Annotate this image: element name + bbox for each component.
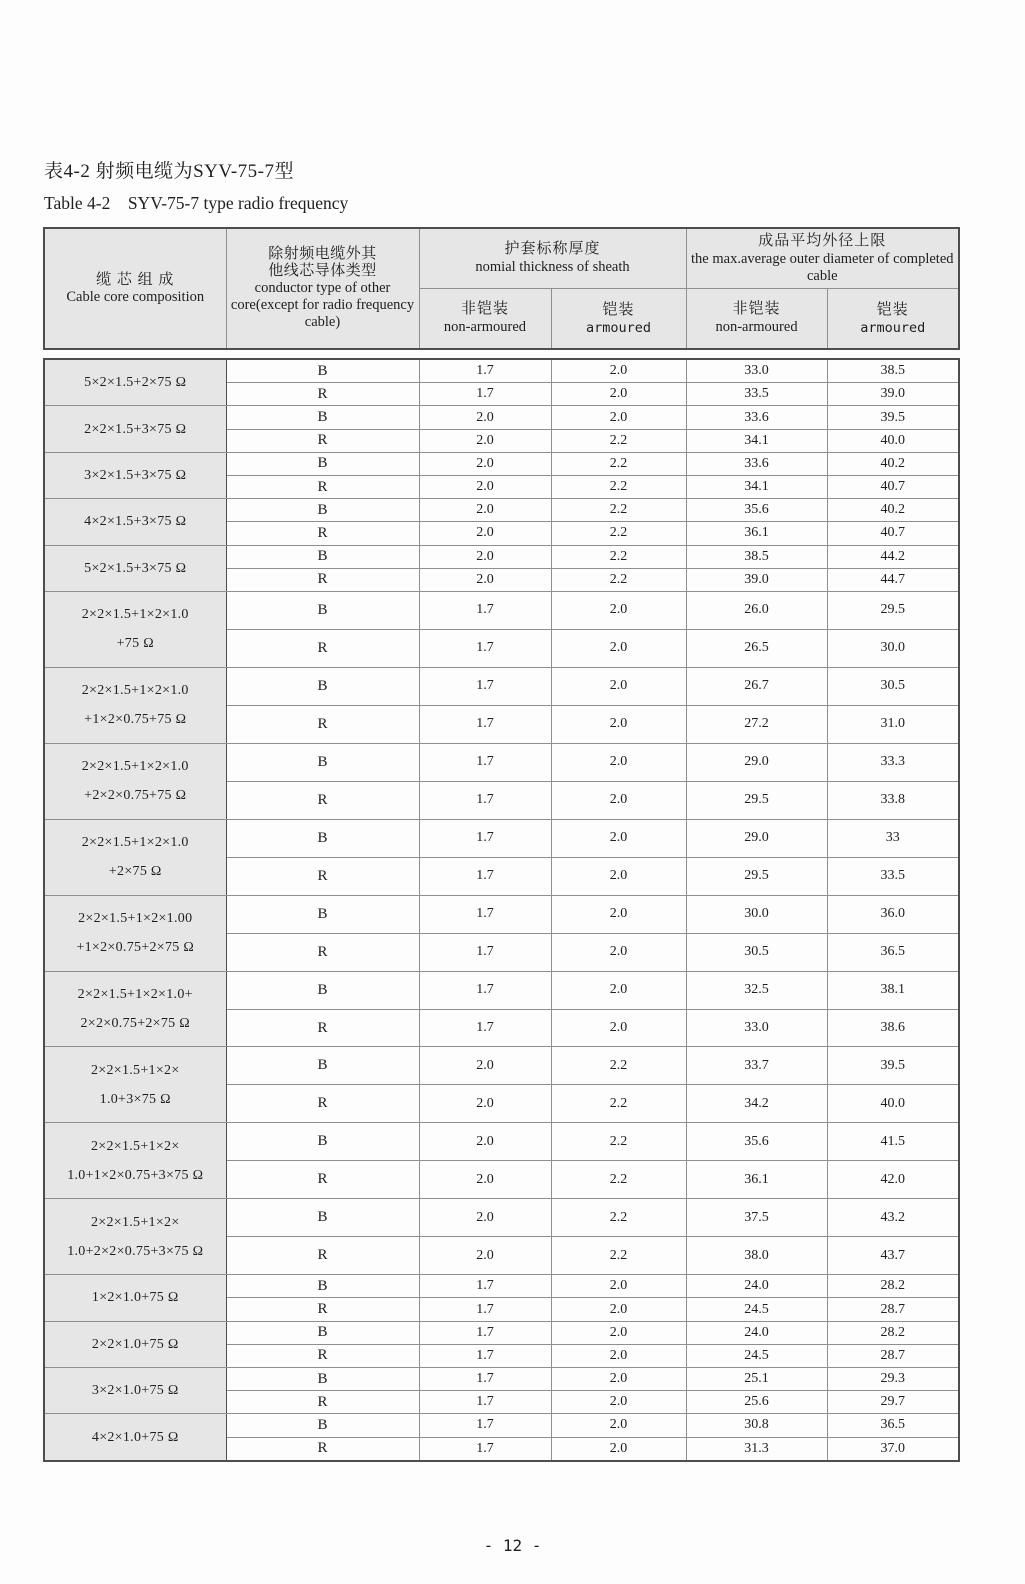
- diameter-non-armoured-cell: 33.6: [686, 406, 827, 429]
- diameter-armoured-cell: 29.5: [827, 591, 959, 629]
- header-sheath-armoured: [551, 288, 686, 349]
- cable-composition-cell: [44, 1414, 226, 1461]
- diameter-armoured-cell: 43.7: [827, 1237, 959, 1275]
- sheath-armoured-cell: 2.2: [551, 1123, 686, 1161]
- sheath-armoured-cell: 2.0: [551, 1275, 686, 1298]
- table-row: [44, 1123, 959, 1161]
- diameter-non-armoured-cell: 38.5: [686, 545, 827, 568]
- sheath-non-armoured-cell: 1.7: [419, 629, 551, 667]
- diameter-non-armoured-cell: 33.7: [686, 1047, 827, 1085]
- conductor-type-cell: R: [226, 1009, 419, 1047]
- sheath-armoured-cell: 2.0: [551, 781, 686, 819]
- sheath-non-armoured-cell: 2.0: [419, 545, 551, 568]
- sheath-armoured-cell: 2.2: [551, 545, 686, 568]
- cable-composition-cell: [44, 1321, 226, 1367]
- cable-composition-cell: [44, 743, 226, 819]
- sheath-armoured-cell: 2.2: [551, 476, 686, 499]
- sheath-non-armoured-cell: 1.7: [419, 383, 551, 406]
- conductor-type-cell: R: [226, 476, 419, 499]
- diameter-armoured-cell: 36.0: [827, 895, 959, 933]
- cable-composition-cell: [44, 1275, 226, 1321]
- diameter-non-armoured-cell: 27.2: [686, 705, 827, 743]
- diameter-non-armoured-cell: 32.5: [686, 971, 827, 1009]
- diameter-armoured-cell: 39.0: [827, 383, 959, 406]
- diameter-armoured-cell: 28.2: [827, 1275, 959, 1298]
- diameter-armoured-cell: 36.5: [827, 1414, 959, 1437]
- sheath-armoured-cell: 2.2: [551, 499, 686, 522]
- sheath-non-armoured-cell: 1.7: [419, 781, 551, 819]
- table-body-rows: [44, 359, 959, 1461]
- sheath-non-armoured-cell: 1.7: [419, 895, 551, 933]
- subheader-non-armoured-zh: 非铠装: [732, 301, 781, 318]
- header-diameter-en: the max.average outer diameter of completed cable: [691, 250, 954, 284]
- subheader-non-armoured-en: non-armoured: [443, 319, 527, 336]
- header-diameter-non-armoured: [686, 288, 827, 349]
- diameter-armoured-cell: 28.7: [827, 1298, 959, 1321]
- header-sheath-zh: 护套标称厚度: [504, 241, 601, 258]
- sheath-non-armoured-cell: 1.7: [419, 359, 551, 383]
- sheath-armoured-cell: 2.0: [551, 819, 686, 857]
- sheath-armoured-cell: 2.0: [551, 1298, 686, 1321]
- cable-composition-line: 1.0+1×2×0.75+3×75 Ω: [67, 1167, 204, 1183]
- table-row: [44, 971, 959, 1009]
- cable-composition-line: +1×2×0.75+2×75 Ω: [76, 940, 195, 956]
- sheath-non-armoured-cell: 1.7: [419, 743, 551, 781]
- sheath-non-armoured-cell: 2.0: [419, 476, 551, 499]
- sheath-non-armoured-cell: 2.0: [419, 1237, 551, 1275]
- sheath-armoured-cell: 2.2: [551, 1161, 686, 1199]
- cable-composition-line: +2×2×0.75+75 Ω: [84, 788, 187, 804]
- cable-composition-cell: [44, 406, 226, 452]
- table-title-chinese: 表4-2 射频电缆为SYV-75-7型: [44, 161, 294, 182]
- cable-composition-line: 3×2×1.0+75 Ω: [91, 1383, 179, 1399]
- conductor-type-cell: R: [226, 705, 419, 743]
- diameter-non-armoured-cell: 36.1: [686, 522, 827, 545]
- sheath-armoured-cell: 2.2: [551, 1199, 686, 1237]
- cable-composition-line: 2×2×1.5+1×2×1.0+: [77, 987, 193, 1003]
- table-row: [44, 1414, 959, 1437]
- diameter-armoured-cell: 37.0: [827, 1437, 959, 1461]
- sheath-armoured-cell: 2.0: [551, 629, 686, 667]
- diameter-armoured-cell: 39.5: [827, 1047, 959, 1085]
- diameter-armoured-cell: 28.2: [827, 1321, 959, 1344]
- cable-composition-line: 2×2×1.5+1×2×1.00: [78, 911, 193, 927]
- conductor-type-cell: B: [226, 895, 419, 933]
- conductor-type-cell: R: [226, 568, 419, 591]
- sheath-non-armoured-cell: 2.0: [419, 1161, 551, 1199]
- cable-composition-line: +75 Ω: [116, 636, 154, 652]
- table-row: [44, 667, 959, 705]
- sheath-non-armoured-cell: 1.7: [419, 857, 551, 895]
- conductor-type-cell: R: [226, 1344, 419, 1367]
- cable-composition-cell: [44, 895, 226, 971]
- conductor-type-cell: B: [226, 406, 419, 429]
- diameter-non-armoured-cell: 25.1: [686, 1367, 827, 1390]
- conductor-type-cell: R: [226, 1391, 419, 1414]
- diameter-armoured-cell: 33.3: [827, 743, 959, 781]
- subheader-armoured-en: armoured: [860, 319, 926, 336]
- cable-composition-cell: [44, 1367, 226, 1413]
- sheath-armoured-cell: 2.2: [551, 1085, 686, 1123]
- header-cable-core-composition: [44, 228, 226, 349]
- diameter-non-armoured-cell: 24.0: [686, 1275, 827, 1298]
- table-row: [44, 895, 959, 933]
- cable-composition-line: 2×2×1.5+1×2×: [90, 1214, 180, 1230]
- conductor-type-cell: B: [226, 667, 419, 705]
- table-row: [44, 1275, 959, 1298]
- sheath-non-armoured-cell: 1.7: [419, 667, 551, 705]
- diameter-armoured-cell: 40.0: [827, 429, 959, 452]
- diameter-armoured-cell: 40.2: [827, 499, 959, 522]
- sheath-non-armoured-cell: 2.0: [419, 499, 551, 522]
- cable-composition-line: +2×75 Ω: [108, 864, 162, 880]
- sheath-non-armoured-cell: 2.0: [419, 522, 551, 545]
- sheath-armoured-cell: 2.0: [551, 667, 686, 705]
- table-row: [44, 359, 959, 383]
- diameter-armoured-cell: 33.8: [827, 781, 959, 819]
- header-diameter-armoured: [827, 288, 959, 349]
- diameter-non-armoured-cell: 36.1: [686, 1161, 827, 1199]
- conductor-type-cell: R: [226, 1161, 419, 1199]
- cable-composition-line: +1×2×0.75+75 Ω: [84, 712, 187, 728]
- sheath-armoured-cell: 2.0: [551, 971, 686, 1009]
- diameter-non-armoured-cell: 26.0: [686, 591, 827, 629]
- diameter-armoured-cell: 28.7: [827, 1344, 959, 1367]
- sheath-non-armoured-cell: 1.7: [419, 1367, 551, 1390]
- conductor-type-cell: B: [226, 743, 419, 781]
- conductor-type-cell: R: [226, 781, 419, 819]
- diameter-armoured-cell: 38.6: [827, 1009, 959, 1047]
- cable-composition-line: 2×2×1.5+1×2×1.0: [81, 607, 189, 623]
- header-composition-en: Cable core composition: [66, 289, 205, 306]
- diameter-non-armoured-cell: 24.5: [686, 1344, 827, 1367]
- header-sheath-thickness-group: [419, 228, 686, 288]
- conductor-type-cell: B: [226, 1321, 419, 1344]
- diameter-non-armoured-cell: 30.5: [686, 933, 827, 971]
- table-row: [44, 1199, 959, 1237]
- header-conductor-en: conductor type of other core(except for radio frequency cable): [230, 280, 415, 331]
- cable-composition-cell: [44, 971, 226, 1047]
- diameter-armoured-cell: 40.7: [827, 476, 959, 499]
- sheath-armoured-cell: 2.0: [551, 1367, 686, 1390]
- sheath-non-armoured-cell: 2.0: [419, 429, 551, 452]
- conductor-type-cell: B: [226, 971, 419, 1009]
- cable-composition-line: 2×2×1.5+1×2×: [90, 1062, 180, 1078]
- diameter-armoured-cell: 33.5: [827, 857, 959, 895]
- diameter-non-armoured-cell: 33.0: [686, 359, 827, 383]
- table-row: [44, 452, 959, 475]
- conductor-type-cell: B: [226, 1414, 419, 1437]
- sheath-armoured-cell: 2.0: [551, 857, 686, 895]
- conductor-type-cell: R: [226, 1298, 419, 1321]
- diameter-armoured-cell: 38.1: [827, 971, 959, 1009]
- header-outer-diameter-group: [686, 228, 959, 288]
- diameter-non-armoured-cell: 33.0: [686, 1009, 827, 1047]
- cable-composition-line: 5×2×1.5+2×75 Ω: [84, 375, 187, 391]
- sheath-armoured-cell: 2.2: [551, 568, 686, 591]
- sheath-armoured-cell: 2.0: [551, 383, 686, 406]
- diameter-armoured-cell: 36.5: [827, 933, 959, 971]
- conductor-type-cell: B: [226, 1367, 419, 1390]
- sheath-non-armoured-cell: 1.7: [419, 1437, 551, 1461]
- conductor-type-cell: B: [226, 359, 419, 383]
- header-composition-zh: 缆 芯 组 成: [96, 271, 175, 288]
- conductor-type-cell: B: [226, 545, 419, 568]
- header-sheath-en: nomial thickness of sheath: [475, 259, 630, 276]
- diameter-armoured-cell: 38.5: [827, 359, 959, 383]
- sheath-non-armoured-cell: 1.7: [419, 971, 551, 1009]
- cable-composition-cell: [44, 1199, 226, 1275]
- sheath-non-armoured-cell: 2.0: [419, 406, 551, 429]
- diameter-armoured-cell: 29.3: [827, 1367, 959, 1390]
- conductor-type-cell: R: [226, 1237, 419, 1275]
- diameter-non-armoured-cell: 26.5: [686, 629, 827, 667]
- cable-composition-line: 2×2×1.5+1×2×: [90, 1138, 180, 1154]
- diameter-non-armoured-cell: 30.8: [686, 1414, 827, 1437]
- cable-composition-cell: [44, 452, 226, 498]
- diameter-armoured-cell: 40.2: [827, 452, 959, 475]
- sheath-armoured-cell: 2.0: [551, 1344, 686, 1367]
- diameter-armoured-cell: 30.5: [827, 667, 959, 705]
- cable-composition-line: 1×2×1.0+75 Ω: [91, 1290, 179, 1306]
- sheath-armoured-cell: 2.0: [551, 933, 686, 971]
- sheath-non-armoured-cell: 1.7: [419, 1009, 551, 1047]
- cable-composition-cell: [44, 545, 226, 591]
- diameter-non-armoured-cell: 34.1: [686, 429, 827, 452]
- diameter-non-armoured-cell: 34.1: [686, 476, 827, 499]
- diameter-armoured-cell: 33: [827, 819, 959, 857]
- conductor-type-cell: R: [226, 933, 419, 971]
- conductor-type-cell: R: [226, 1085, 419, 1123]
- conductor-type-cell: R: [226, 429, 419, 452]
- sheath-armoured-cell: 2.0: [551, 1437, 686, 1461]
- sheath-armoured-cell: 2.0: [551, 1321, 686, 1344]
- header-conductor-zh-line2: 他线芯导体类型: [268, 262, 377, 279]
- conductor-type-cell: B: [226, 1123, 419, 1161]
- conductor-type-cell: R: [226, 522, 419, 545]
- subheader-armoured-en: armoured: [585, 319, 652, 336]
- conductor-type-cell: R: [226, 1437, 419, 1461]
- diameter-non-armoured-cell: 24.5: [686, 1298, 827, 1321]
- diameter-non-armoured-cell: 26.7: [686, 667, 827, 705]
- conductor-type-cell: R: [226, 629, 419, 667]
- diameter-armoured-cell: 44.7: [827, 568, 959, 591]
- diameter-non-armoured-cell: 34.2: [686, 1085, 827, 1123]
- sheath-armoured-cell: 2.2: [551, 452, 686, 475]
- cable-composition-line: 2×2×1.5+1×2×1.0: [81, 835, 189, 851]
- conductor-type-cell: R: [226, 857, 419, 895]
- sheath-armoured-cell: 2.0: [551, 895, 686, 933]
- diameter-non-armoured-cell: 33.5: [686, 383, 827, 406]
- sheath-non-armoured-cell: 2.0: [419, 452, 551, 475]
- sheath-non-armoured-cell: 2.0: [419, 1085, 551, 1123]
- page-number: - 12 -: [483, 1536, 542, 1555]
- sheath-armoured-cell: 2.2: [551, 429, 686, 452]
- table-title-english: Table 4-2 SYV-75-7 type radio frequency: [44, 193, 349, 213]
- conductor-type-cell: B: [226, 1199, 419, 1237]
- sheath-armoured-cell: 2.0: [551, 359, 686, 383]
- header-diameter-zh: 成品平均外径上限: [758, 232, 887, 249]
- diameter-non-armoured-cell: 39.0: [686, 568, 827, 591]
- sheath-armoured-cell: 2.0: [551, 1414, 686, 1437]
- table-row: [44, 406, 959, 429]
- cable-composition-line: 1.0+3×75 Ω: [99, 1091, 171, 1107]
- cable-composition-cell: [44, 819, 226, 895]
- diameter-non-armoured-cell: 29.0: [686, 819, 827, 857]
- header-row-groups: [44, 228, 959, 288]
- sheath-non-armoured-cell: 2.0: [419, 1199, 551, 1237]
- sheath-armoured-cell: 2.0: [551, 591, 686, 629]
- conductor-type-cell: R: [226, 383, 419, 406]
- diameter-non-armoured-cell: 37.5: [686, 1199, 827, 1237]
- table-header: [43, 227, 960, 350]
- cable-composition-cell: [44, 591, 226, 667]
- sheath-non-armoured-cell: 2.0: [419, 1123, 551, 1161]
- header-sheath-non-armoured: [419, 288, 551, 349]
- subheader-armoured-zh: 铠装: [602, 301, 635, 318]
- sheath-non-armoured-cell: 1.7: [419, 1391, 551, 1414]
- subheader-armoured-zh: 铠装: [876, 301, 909, 318]
- diameter-non-armoured-cell: 25.6: [686, 1391, 827, 1414]
- diameter-armoured-cell: 29.7: [827, 1391, 959, 1414]
- diameter-armoured-cell: 30.0: [827, 629, 959, 667]
- sheath-non-armoured-cell: 2.0: [419, 1047, 551, 1085]
- sheath-non-armoured-cell: 1.7: [419, 1414, 551, 1437]
- cable-composition-cell: [44, 359, 226, 406]
- conductor-type-cell: B: [226, 1275, 419, 1298]
- diameter-armoured-cell: 40.7: [827, 522, 959, 545]
- sheath-armoured-cell: 2.0: [551, 705, 686, 743]
- sheath-non-armoured-cell: 1.7: [419, 1298, 551, 1321]
- sheath-non-armoured-cell: 1.7: [419, 1344, 551, 1367]
- diameter-non-armoured-cell: 31.3: [686, 1437, 827, 1461]
- header-body-gap: [43, 350, 958, 358]
- cable-composition-cell: [44, 667, 226, 743]
- diameter-non-armoured-cell: 35.6: [686, 499, 827, 522]
- diameter-non-armoured-cell: 29.5: [686, 857, 827, 895]
- sheath-non-armoured-cell: 1.7: [419, 591, 551, 629]
- conductor-type-cell: B: [226, 452, 419, 475]
- sheath-armoured-cell: 2.2: [551, 522, 686, 545]
- sheath-armoured-cell: 2.0: [551, 743, 686, 781]
- cable-composition-cell: [44, 499, 226, 545]
- table-row: [44, 591, 959, 629]
- sheath-non-armoured-cell: 1.7: [419, 933, 551, 971]
- diameter-non-armoured-cell: 29.5: [686, 781, 827, 819]
- cable-composition-line: 2×2×1.5+1×2×1.0: [81, 683, 189, 699]
- diameter-non-armoured-cell: 38.0: [686, 1237, 827, 1275]
- cable-spec-table: [43, 227, 958, 1462]
- table-row: [44, 1367, 959, 1390]
- conductor-type-cell: B: [226, 499, 419, 522]
- cable-composition-line: 4×2×1.0+75 Ω: [91, 1429, 179, 1445]
- diameter-armoured-cell: 39.5: [827, 406, 959, 429]
- diameter-armoured-cell: 31.0: [827, 705, 959, 743]
- diameter-non-armoured-cell: 30.0: [686, 895, 827, 933]
- sheath-non-armoured-cell: 2.0: [419, 568, 551, 591]
- header-conductor-zh-line1: 除射频电缆外其: [268, 245, 377, 262]
- cable-composition-line: 2×2×1.5+3×75 Ω: [84, 421, 187, 437]
- cable-composition-cell: [44, 1047, 226, 1123]
- sheath-non-armoured-cell: 1.7: [419, 705, 551, 743]
- sheath-armoured-cell: 2.0: [551, 1009, 686, 1047]
- table-row: [44, 1047, 959, 1085]
- subheader-non-armoured-zh: 非铠装: [460, 301, 509, 318]
- sheath-non-armoured-cell: 1.7: [419, 1321, 551, 1344]
- diameter-non-armoured-cell: 24.0: [686, 1321, 827, 1344]
- table-row: [44, 1321, 959, 1344]
- cable-composition-line: 3×2×1.5+3×75 Ω: [84, 468, 187, 483]
- cable-composition-line: 2×2×1.5+1×2×1.0: [81, 759, 189, 775]
- conductor-type-cell: B: [226, 591, 419, 629]
- table-row: [44, 743, 959, 781]
- cable-composition-cell: [44, 1123, 226, 1199]
- sheath-non-armoured-cell: 1.7: [419, 819, 551, 857]
- conductor-type-cell: B: [226, 1047, 419, 1085]
- cable-composition-line: 1.0+2×2×0.75+3×75 Ω: [67, 1243, 204, 1259]
- conductor-type-cell: B: [226, 819, 419, 857]
- table-row: [44, 819, 959, 857]
- diameter-armoured-cell: 44.2: [827, 545, 959, 568]
- diameter-armoured-cell: 41.5: [827, 1123, 959, 1161]
- diameter-non-armoured-cell: 29.0: [686, 743, 827, 781]
- diameter-armoured-cell: 42.0: [827, 1161, 959, 1199]
- diameter-non-armoured-cell: 33.6: [686, 452, 827, 475]
- sheath-armoured-cell: 2.2: [551, 1047, 686, 1085]
- diameter-non-armoured-cell: 35.6: [686, 1123, 827, 1161]
- cable-composition-line: 4×2×1.5+3×75 Ω: [84, 514, 187, 530]
- sheath-armoured-cell: 2.0: [551, 1391, 686, 1414]
- diameter-armoured-cell: 43.2: [827, 1199, 959, 1237]
- table-row: [44, 499, 959, 522]
- table-row: [44, 545, 959, 568]
- diameter-armoured-cell: 40.0: [827, 1085, 959, 1123]
- cable-composition-line: 5×2×1.5+3×75 Ω: [84, 560, 187, 576]
- sheath-armoured-cell: 2.2: [551, 1237, 686, 1275]
- subheader-non-armoured-en: non-armoured: [715, 319, 798, 336]
- sheath-non-armoured-cell: 1.7: [419, 1275, 551, 1298]
- header-conductor-type: [226, 228, 419, 349]
- cable-composition-line: 2×2×0.75+2×75 Ω: [80, 1016, 190, 1032]
- cable-composition-line: 2×2×1.0+75 Ω: [91, 1336, 179, 1352]
- table-body: [43, 358, 960, 1462]
- sheath-armoured-cell: 2.0: [551, 406, 686, 429]
